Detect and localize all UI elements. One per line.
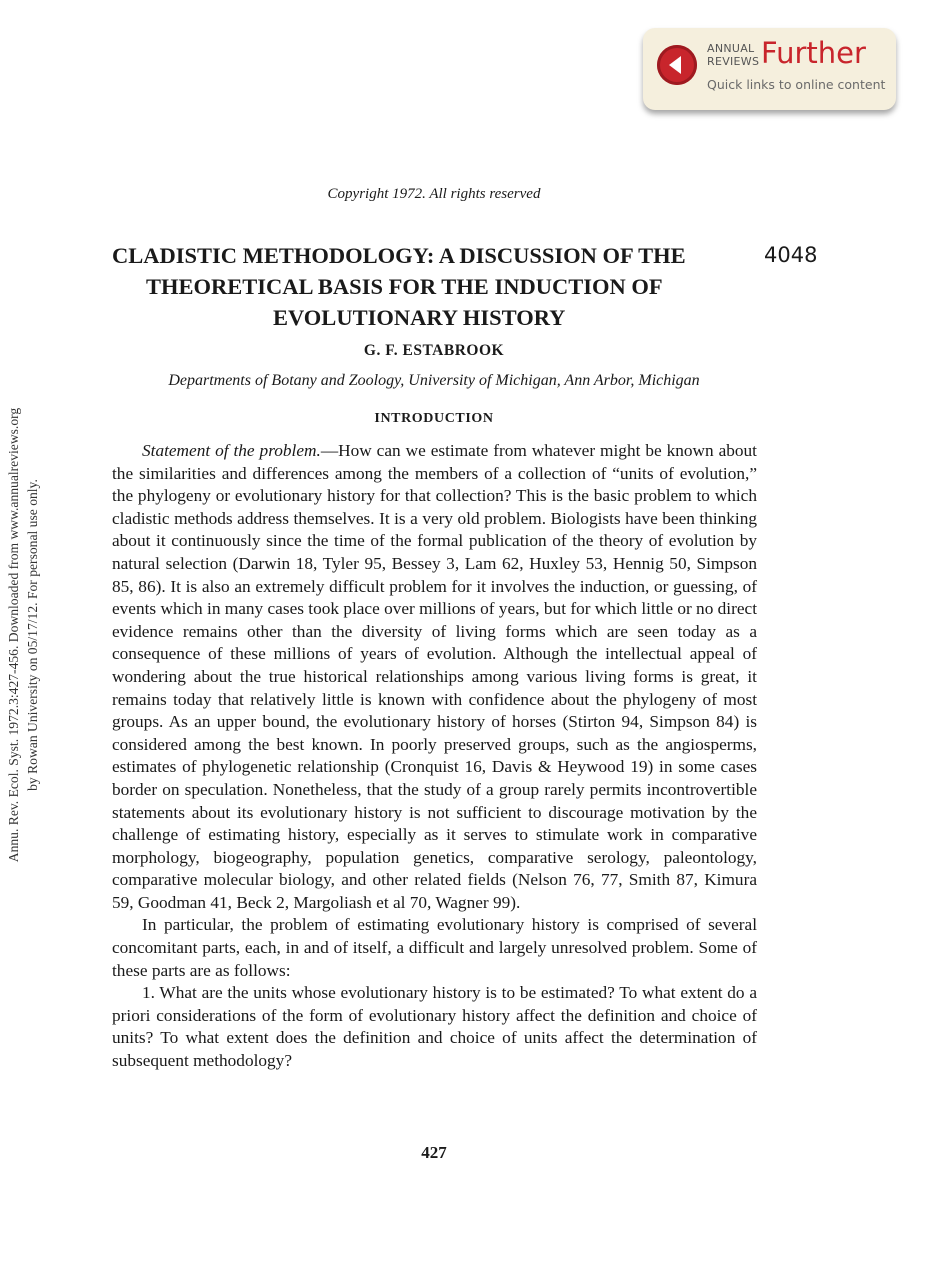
page-number: 427 [421, 1143, 447, 1162]
sidebar-line-2: by Rowan University on 05/17/12. For personal use only. [25, 479, 40, 791]
paragraph-1-text: —How can we estimate from whatever might be known about the similarities and differences among the members of a collection of “units of evolution,” the phylogeny or evolutionary history for that collection? This is the basic problem to which cladistic methods address themselves. It is a very old problem. Biologists have been thinking about it continuously since the time of the formal publication of the theory of evolution by natural selection (Darwin 18, Tyler 95, Bessey 3, Lam 62, Huxley 53, Hennig 50, Simpson 85, 86). It is also an extremely difficult problem for it involves the induction, or guessing, of events which in many cases took place over millions of years, but for which little or no direct evidence remains other than the diversity of living forms which are seen today as a consequence of these millions of years of evolution. Although the intellectual appeal of wondering about the true historical relationships among various living forms is great, it remains today that relatively little is known with confidence about the phylogeny of most groups. As an upper bound, the evolutionary history of horses (Stirton 94, Simpson 84) is considered among the best known. In poorly preserved groups, such as the angiosperms, estimates of phylogenetic relationship (Cronquist 16, Davis & Heywood 19) in some cases border on speculation. Nonetheless, that the study of a group rarely permits incontrovertible statements about its evolutionary history is not sufficient to discourage motivation by the challenge of estimating history, especially as it serves to stimulate work in comparative morphology, biogeography, population genetics, comparative serology, paleontology, comparative molecular biology, and other related fields (Nelson 76, 77, Smith 87, Kimura 59, Goodman 41, Beck 2, Margoliash et al 70, Wagner 99). [112, 441, 757, 912]
section-heading: INTRODUCTION [374, 411, 494, 426]
title-reference-number: 4048 [764, 243, 818, 267]
sidebar-line-1: Annu. Rev. Ecol. Syst. 1972.3:427-456. Downloaded from www.annualreviews.org [6, 407, 21, 863]
article-body [112, 440, 757, 1073]
badge-annual-reviews-label: ANNUAL REVIEWS [707, 42, 760, 68]
arrow-left-icon [657, 45, 697, 85]
annual-reviews-further-badge[interactable] [643, 28, 896, 110]
paragraph-2: In particular, the problem of estimating evolutionary history is comprised of several concomitant parts, each, in and of itself, a difficult and largely unresolved problem. Some of these parts are as follows: [112, 915, 757, 980]
paragraph-1 [112, 440, 757, 914]
title-line-2: THEORETICAL BASIS FOR THE INDUCTION OF [146, 274, 663, 299]
badge-quick-links-text: Quick links to online content [707, 77, 886, 92]
title-line-1: CLADISTIC METHODOLOGY: A DISCUSSION OF THE [112, 243, 686, 268]
article-title [112, 240, 822, 333]
download-notice-sidebar [0, 355, 48, 915]
paragraph-lead: Statement of the problem. [142, 441, 321, 460]
author-name: G. F. ESTABROOK [363, 342, 505, 359]
badge-further-label: Further [761, 36, 866, 70]
paragraph-3: 1. What are the units whose evolutionary history is to be estimated? To what extent do a priori considerations of the form of evolutionary history affect the definition and choice of units? To what extent does the definition and choice of units affect the determination of subsequent methodology? [112, 983, 757, 1071]
copyright-line: Copyright 1972. All rights reserved [327, 186, 541, 202]
title-line-3: EVOLUTIONARY HISTORY [273, 305, 566, 330]
author-affiliation: Departments of Botany and Zoology, University of Michigan, Ann Arbor, Michigan [168, 372, 700, 389]
